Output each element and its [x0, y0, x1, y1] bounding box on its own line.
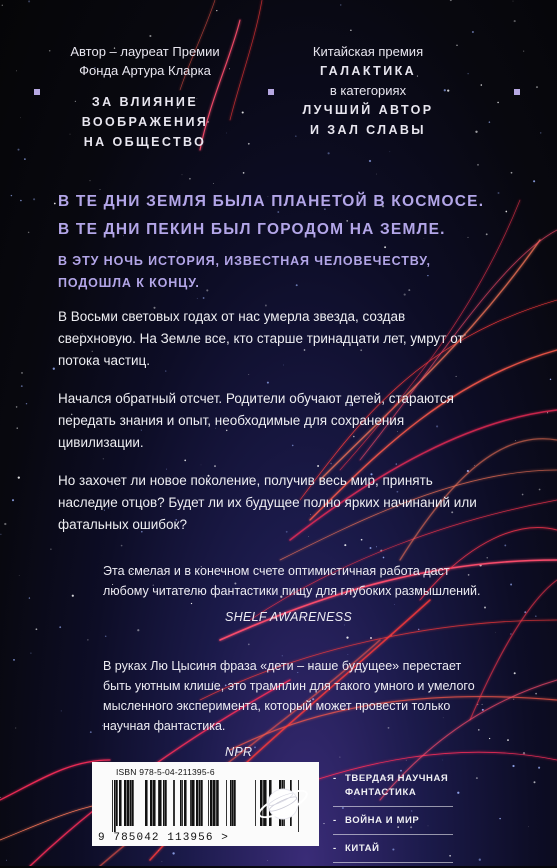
barcode-bar: [216, 780, 217, 826]
award-right-caps2: ЛУЧШИЙ АВТОР: [302, 103, 434, 117]
star: [489, 121, 491, 123]
star: [497, 102, 498, 103]
barcode-bar: [119, 780, 122, 826]
barcode-bar: [199, 780, 201, 826]
star: [90, 731, 92, 733]
star: [15, 728, 16, 729]
star: [370, 637, 372, 639]
barcode-bar: [124, 780, 127, 826]
review-quote-2: [103, 656, 483, 762]
star: [21, 372, 23, 374]
barcode-bar: [163, 780, 165, 826]
decorative-square-dot: [514, 89, 520, 95]
barcode-bar: [230, 780, 232, 826]
star: [242, 111, 244, 113]
genre-label: КИТАЙ: [345, 843, 380, 854]
star: [481, 84, 483, 86]
star: [323, 823, 324, 824]
genre-bullet: -: [333, 843, 337, 854]
star: [534, 781, 536, 783]
barcode-bar: [192, 780, 195, 826]
star: [369, 160, 371, 162]
award-left-line2: Фонда Артура Кларка: [79, 63, 211, 78]
barcode-bar: [234, 780, 236, 826]
headline-line3: В ЭТУ НОЧЬ ИСТОРИЯ, ИЗВЕСТНАЯ ЧЕЛОВЕЧЕСТВУ,: [58, 254, 431, 268]
star: [53, 368, 55, 370]
barcode-bar: [132, 780, 134, 826]
star: [28, 0, 30, 2]
star: [29, 597, 30, 598]
star: [514, 672, 516, 674]
barcode-bar: [159, 780, 162, 826]
star: [346, 637, 348, 639]
star: [539, 489, 541, 491]
star: [203, 297, 205, 299]
award-left-caps3: НА ОБЩЕСТВО: [83, 135, 207, 149]
genre-item: [333, 840, 453, 863]
barcode-bar: [196, 780, 199, 826]
genre-label: ВОЙНА И МИР: [345, 815, 420, 826]
star: [11, 195, 12, 196]
star: [24, 158, 26, 160]
barcode-bar: [150, 780, 153, 826]
star: [61, 710, 62, 711]
quote-source: SHELF AWARENESS: [225, 610, 352, 624]
star: [515, 440, 516, 441]
headline-block: [58, 188, 498, 294]
star: [504, 544, 506, 546]
star: [535, 693, 537, 695]
star: [450, 0, 452, 1]
star: [523, 51, 524, 52]
star: [33, 198, 35, 200]
quote-source: NPR: [225, 745, 253, 759]
star: [533, 180, 535, 182]
award-left-line1: Автор – лауреат Премии: [70, 44, 220, 59]
star: [90, 180, 91, 181]
award-left-caps1: ЗА ВЛИЯНИЕ: [91, 95, 199, 109]
star: [511, 172, 513, 174]
barcode-bar: [145, 780, 148, 826]
barcode-digits: 9 785042 113956 >: [98, 832, 229, 844]
star: [457, 792, 459, 794]
body-paragraph-1: В Восьми световых годах от нас умерла звезда, создав сверхновую. На Земле все, кто старше тринадцати лет, умрут от потока частиц.: [58, 309, 464, 368]
barcode-bar: [114, 780, 116, 832]
star: [376, 174, 377, 175]
barcode-bar: [153, 780, 156, 826]
award-right-caps3: И ЗАЛ СЛАВЫ: [310, 123, 426, 137]
barcode-bar: [165, 780, 167, 826]
barcode-bar: [190, 780, 191, 826]
star: [456, 45, 457, 46]
star: [28, 232, 30, 234]
star: [182, 174, 183, 175]
star: [468, 73, 469, 74]
award-clarke-foundation: [50, 42, 240, 152]
decorative-square-dot: [268, 89, 274, 95]
star: [505, 211, 507, 213]
genre-item: [333, 812, 453, 835]
star: [36, 628, 38, 630]
barcode-bar: [112, 780, 113, 832]
star: [59, 626, 61, 628]
star: [20, 200, 22, 202]
star: [267, 860, 268, 861]
star: [17, 427, 18, 428]
genre-bullet: -: [333, 773, 337, 784]
star: [389, 151, 390, 152]
star: [248, 143, 250, 145]
star: [4, 523, 6, 525]
star: [512, 765, 514, 767]
star: [472, 31, 474, 33]
headline-line1: В ТЕ ДНИ ЗЕМЛЯ БЫЛА ПЛАНЕТОЙ В КОСМОСЕ.: [58, 193, 485, 210]
star: [0, 534, 1, 535]
saturn-planet-icon: [253, 774, 313, 834]
star: [550, 379, 551, 380]
star: [243, 172, 245, 174]
barcode-bar: [208, 780, 209, 826]
star: [137, 629, 139, 631]
star: [54, 203, 56, 205]
star: [535, 615, 537, 617]
barcode-bar: [226, 780, 227, 826]
star: [16, 71, 17, 72]
star: [495, 632, 496, 633]
star: [6, 860, 7, 861]
award-left-caps2: ВООБРАЖЕНИЯ: [81, 115, 209, 129]
barcode-bar: [116, 780, 118, 826]
annotation-body: [58, 306, 478, 552]
star: [16, 406, 18, 408]
star: [12, 499, 14, 501]
star: [476, 777, 478, 779]
star: [26, 403, 27, 404]
star: [21, 385, 23, 387]
barcode-bar: [232, 780, 234, 826]
star: [514, 20, 516, 22]
barcode-bar: [127, 780, 130, 826]
star: [523, 752, 525, 754]
decorative-square-dot: [34, 89, 40, 95]
genre-item: [333, 770, 453, 807]
star: [513, 1, 514, 2]
star: [50, 549, 51, 550]
review-quote-1: [103, 561, 483, 627]
star: [340, 4, 341, 5]
star: [477, 164, 479, 166]
barcode-bar: [180, 780, 182, 826]
star: [213, 183, 214, 184]
award-right-line2: в категориях: [329, 83, 407, 98]
barcode-bar: [191, 780, 192, 826]
award-galaktika: [283, 42, 453, 140]
star: [197, 298, 198, 299]
star: [528, 826, 529, 827]
star: [383, 557, 385, 559]
award-right-caps1: ГАЛАКТИКА: [319, 64, 417, 78]
star: [499, 818, 500, 819]
star: [2, 5, 3, 6]
barcode-bar: [201, 780, 203, 826]
star: [149, 35, 151, 37]
star: [30, 652, 31, 653]
star: [538, 767, 540, 769]
star: [248, 644, 250, 646]
barcode-bar: [130, 780, 132, 826]
genre-label: ТВЕРДАЯ НАУЧНАЯ ФАНТАСТИКА: [345, 773, 449, 798]
barcode-bar: [217, 780, 219, 826]
star: [510, 633, 512, 635]
star: [348, 654, 349, 655]
star: [479, 859, 481, 861]
award-right-line1: Китайская премия: [312, 44, 424, 59]
star: [18, 476, 20, 478]
barcode-bar: [173, 780, 174, 826]
star: [507, 739, 509, 741]
star: [172, 852, 174, 854]
star: [418, 629, 420, 631]
star: [18, 149, 20, 151]
star: [540, 132, 542, 134]
star: [522, 494, 524, 496]
star: [475, 131, 477, 133]
star: [489, 738, 490, 739]
star: [19, 575, 20, 576]
quote-text: В руках Лю Цысиня фраза «дети – наше будущее» перестает быть уютным клише, это трамплин для такого умного и умелого мысленного эксперимента, который может провести только научная фантастика.: [103, 659, 475, 733]
star: [216, 10, 217, 11]
star: [162, 861, 163, 862]
star: [487, 557, 488, 558]
star: [87, 639, 88, 640]
genre-list: [333, 770, 453, 868]
star: [105, 636, 107, 638]
genre-bullet: -: [333, 815, 337, 826]
body-paragraph-2: Начался обратный отсчет. Родители обучают детей, стараются передать знания и опыт, необходимые для сохранения цивилизации.: [58, 391, 454, 450]
star: [536, 86, 538, 88]
barcode-bar: [184, 780, 187, 826]
star: [484, 607, 486, 609]
star: [72, 595, 74, 597]
isbn-label: ISBN 978-5-04-211395-6: [116, 767, 215, 777]
star: [547, 412, 548, 413]
star: [328, 152, 330, 154]
barcode-bar: [213, 780, 216, 826]
star: [350, 30, 351, 31]
star: [13, 659, 15, 661]
star: [510, 584, 512, 586]
barcode-bar: [158, 780, 159, 826]
star: [0, 797, 1, 798]
star: [513, 699, 514, 700]
barcode-bar: [210, 780, 213, 826]
headline-line2: В ТЕ ДНИ ПЕКИН БЫЛ ГОРОДОМ НА ЗЕМЛЕ.: [58, 221, 446, 238]
barcode-bar: [182, 780, 183, 826]
star: [20, 117, 21, 118]
quote-text: Эта смелая и в конечном счете оптимистичная работа даст любому читателю фантастики пищу для глубоких размышлений.: [103, 564, 481, 598]
headline-line4: ПОДОШЛА К КОНЦУ.: [58, 276, 200, 290]
star: [189, 178, 191, 180]
barcode-bar: [174, 780, 175, 826]
body-paragraph-3: Но захочет ли новое поколение, получив весь мир, принять наследие отцов? Будет ли их будущее полно ярких начинаний или фатальных ошибок?: [58, 473, 477, 532]
